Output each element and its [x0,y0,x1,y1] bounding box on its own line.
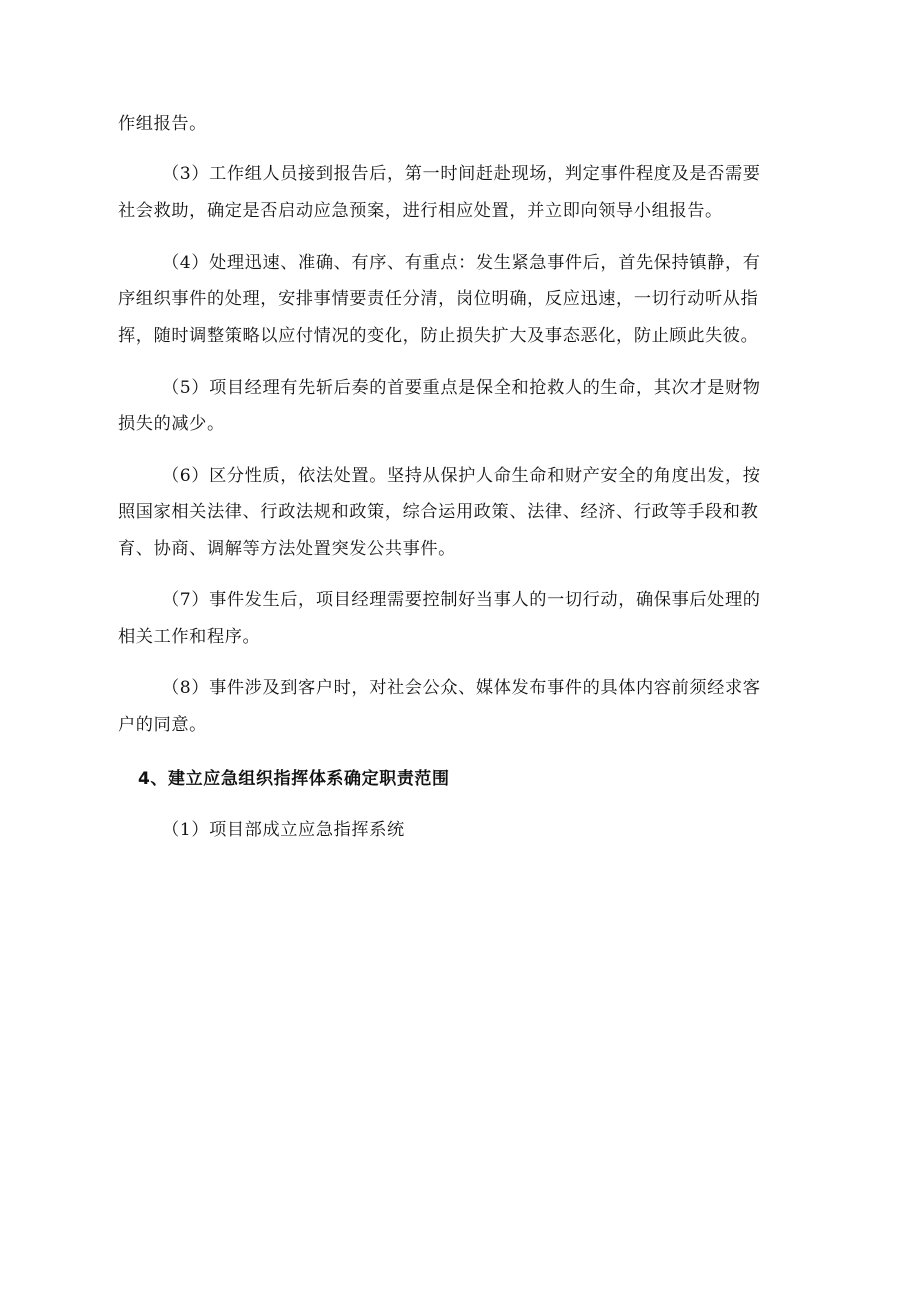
paragraph-line: 照国家相关法律、行政法规和政策，综合运用政策、法律、经济、行政等手段和教 [118,502,759,522]
paragraph-line: （4）处理迅速、准确、有序、有重点：发生紧急事件后，首先保持镇静，有 [162,253,761,273]
paragraph-line: 育、协商、调解等方法处置突发公共事件。 [118,539,456,559]
paragraph-line: （6）区分性质，依法处置。坚持从保护人命生命和财产安全的角度出发，按 [162,466,761,486]
paragraph-line: 损失的减少。 [118,414,225,434]
section-heading: 4、建立应急组织指挥体系确定职责范围 [138,769,450,789]
paragraph-line: 挥，随时调整策略以应付情况的变化，防止损失扩大及事态恶化，防止顾此失彼。 [118,326,759,346]
paragraph-line: （8）事件涉及到客户时，对社会公众、媒体发布事件的具体内容前须经求客 [162,678,761,698]
paragraph-line: （1）项目部成立应急指挥系统 [162,820,405,840]
paragraph-line: 相关工作和程序。 [118,627,261,647]
paragraph-line: 户的同意。 [118,715,207,735]
paragraph-line: 序组织事件的处理，安排事情要责任分清，岗位明确，反应迅速，一切行动听从指 [118,289,759,309]
paragraph-line: （7）事件发生后，项目经理需要控制好当事人的一切行动，确保事后处理的 [162,590,761,610]
paragraph-line: 作组报告。 [118,114,207,134]
paragraph-line: 社会救助，确定是否启动应急预案，进行相应处置，并立即向领导小组报告。 [118,201,723,221]
paragraph-line: （5）项目经理有先斩后奏的首要重点是保全和抢救人的生命，其次才是财物 [162,378,761,398]
paragraph-line: （3）工作组人员接到报告后，第一时间赶赴现场，判定事件程度及是否需要 [162,164,761,184]
